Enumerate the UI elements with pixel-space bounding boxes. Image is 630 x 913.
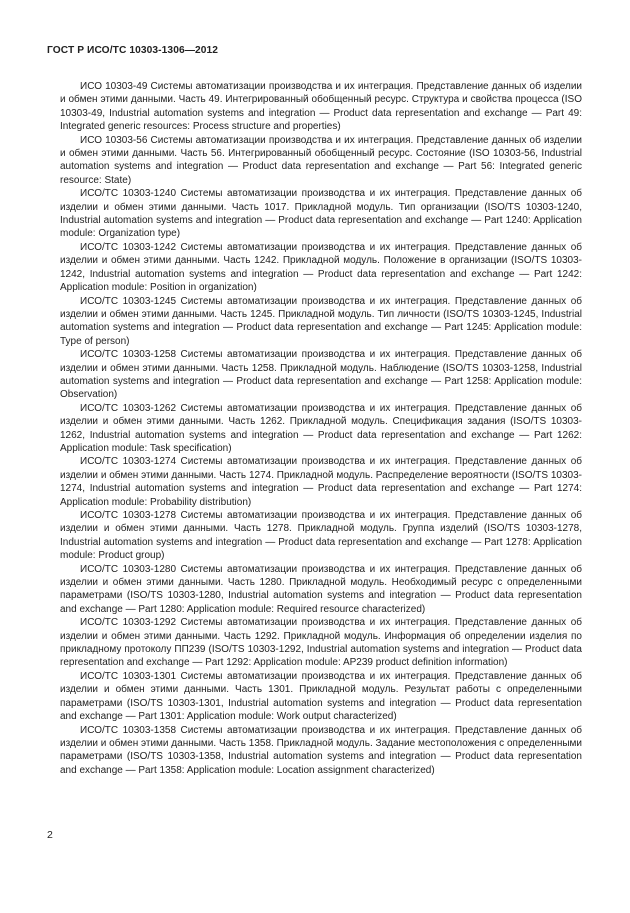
page-number: 2 xyxy=(47,829,53,841)
running-header: ГОСТ Р ИСО/ТС 10303-1306—2012 xyxy=(47,45,219,56)
reference-iso-ts-10303-1280: ИСО/ТС 10303-1280 Системы автоматизации производства и их интеграция. Представление данных об изделии и обмен этими данными. Часть 1280. Прикладной модуль. Необходимый ресурс с определенными параметрами (ISO/TS 10303-1280, Industrial automation systems and integration — Product data representation and exchange — Part 1280: Application module: Required resource characterized) xyxy=(60,563,582,615)
reference-iso-ts-10303-1262: ИСО/ТС 10303-1262 Системы автоматизации производства и их интеграция. Представление данных об изделии и обмен этими данными. Часть 1262. Прикладной модуль. Спецификация задания (ISO/TS 10303-1262, Industrial automation systems and integration — Product data representation and exchange — Part 1262: Application module: Task specification) xyxy=(60,402,582,454)
reference-iso-ts-10303-1358: ИСО/ТС 10303-1358 Системы автоматизации производства и их интеграция. Представление данных об изделии и обмен этими данными. Часть 1358. Прикладной модуль. Задание местоположения с определенными параметрами (ISO/TS 10303-1358, Industrial automation systems and integration — Product data representation and exchange — Part 1358: Application module: Location assignment characterized) xyxy=(60,724,582,776)
reference-iso-ts-10303-1242: ИСО/ТС 10303-1242 Системы автоматизации производства и их интеграция. Представление данных об изделии и обмен этими данными. Часть 1242. Прикладной модуль. Положение в организации (ISO/TS 10303-1242, Industrial automation systems and integration — Product data representation and exchange — Part 1242: Application module: Position in organization) xyxy=(60,241,582,294)
reference-iso-10303-56: ИСО 10303-56 Системы автоматизации производства и их интеграция. Представление данных об изделии и обмен этими данными. Часть 56. Интегрированный обобщенный ресурс. Состояние (ISO 10303-56, Industrial automation systems and integration — Product data representation and exchange — Part 56: Integrated generic resource: State) xyxy=(60,134,582,186)
reference-iso-ts-10303-1292: ИСО/ТС 10303-1292 Системы автоматизации производства и их интеграция. Представление данных об изделии и обмен этими данными. Часть 1292. Прикладной модуль. Информация об определении изделия по прикладному протоколу ПП239 (ISO/TS 10303-1292, Industrial automation systems and integration — Product data representation and exchange — Part 1292: Application module: AP239 product definition information) xyxy=(60,617,582,669)
reference-iso-ts-10303-1274: ИСО/ТС 10303-1274 Системы автоматизации производства и их интеграция. Представление данных об изделии и обмен этими данными. Часть 1274. Прикладной модуль. Распределение вероятности (ISO/TS 10303-1274, Industrial automation systems and integration — Product data representation and exchange — Part 1274: Application module: Probability distribution) xyxy=(60,456,582,508)
normative-references-list xyxy=(60,80,582,777)
reference-iso-ts-10303-1258: ИСО/ТС 10303-1258 Системы автоматизации производства и их интеграция. Представление данных об изделии и обмен этими данными. Часть 1258. Прикладной модуль. Наблюдение (ISO/TS 10303-1258, Industrial automation systems and integration — Product data representation and exchange — Part 1258: Application module: Observation) xyxy=(60,349,582,401)
reference-iso-ts-10303-1301: ИСО/ТС 10303-1301 Системы автоматизации производства и их интеграция. Представление данных об изделии и обмен этими данными. Часть 1301. Прикладной модуль. Результат работы с определенными параметрами (ISO/TS 10303-1301, Industrial automation systems and integration — Product data representation and exchange — Part 1301: Application module: Work output characterized) xyxy=(60,670,582,723)
reference-iso-ts-10303-1278: ИСО/ТС 10303-1278 Системы автоматизации производства и их интеграция. Представление данных об изделии и обмен этими данными. Часть 1278. Прикладной модуль. Группа изделий (ISO/TS 10303-1278, Industrial automation systems and integration — Product data representation and exchange — Part 1278: Application module: Product group) xyxy=(60,510,582,562)
reference-iso-ts-10303-1245: ИСО/ТС 10303-1245 Системы автоматизации производства и их интеграция. Представление данных об изделии и обмен этими данными. Часть 1245. Прикладной модуль. Тип личности (ISO/TS 10303-1245, Industrial automation systems and integration — Product data representation and exchange — Part 1245: Application module: Type of person) xyxy=(60,295,582,347)
reference-iso-10303-49: ИСО 10303-49 Системы автоматизации производства и их интеграция. Представление данных об изделии и обмен этими данными. Часть 49. Интегрированный обобщенный ресурс. Структура и свойства процесса (ISO 10303-49, Industrial automation systems and integration — Product data representation and exchange — Part 49: Integrated generic resources: Process structure and properties) xyxy=(60,81,582,133)
reference-iso-ts-10303-1240: ИСО/ТС 10303-1240 Системы автоматизации производства и их интеграция. Представление данных об изделии и обмен этими данными. Часть 1017. Прикладной модуль. Тип организации (ISO/TS 10303-1240, Industrial automation systems and integration — Product data representation and exchange — Part 1240: Application module: Organization type) xyxy=(60,188,582,240)
